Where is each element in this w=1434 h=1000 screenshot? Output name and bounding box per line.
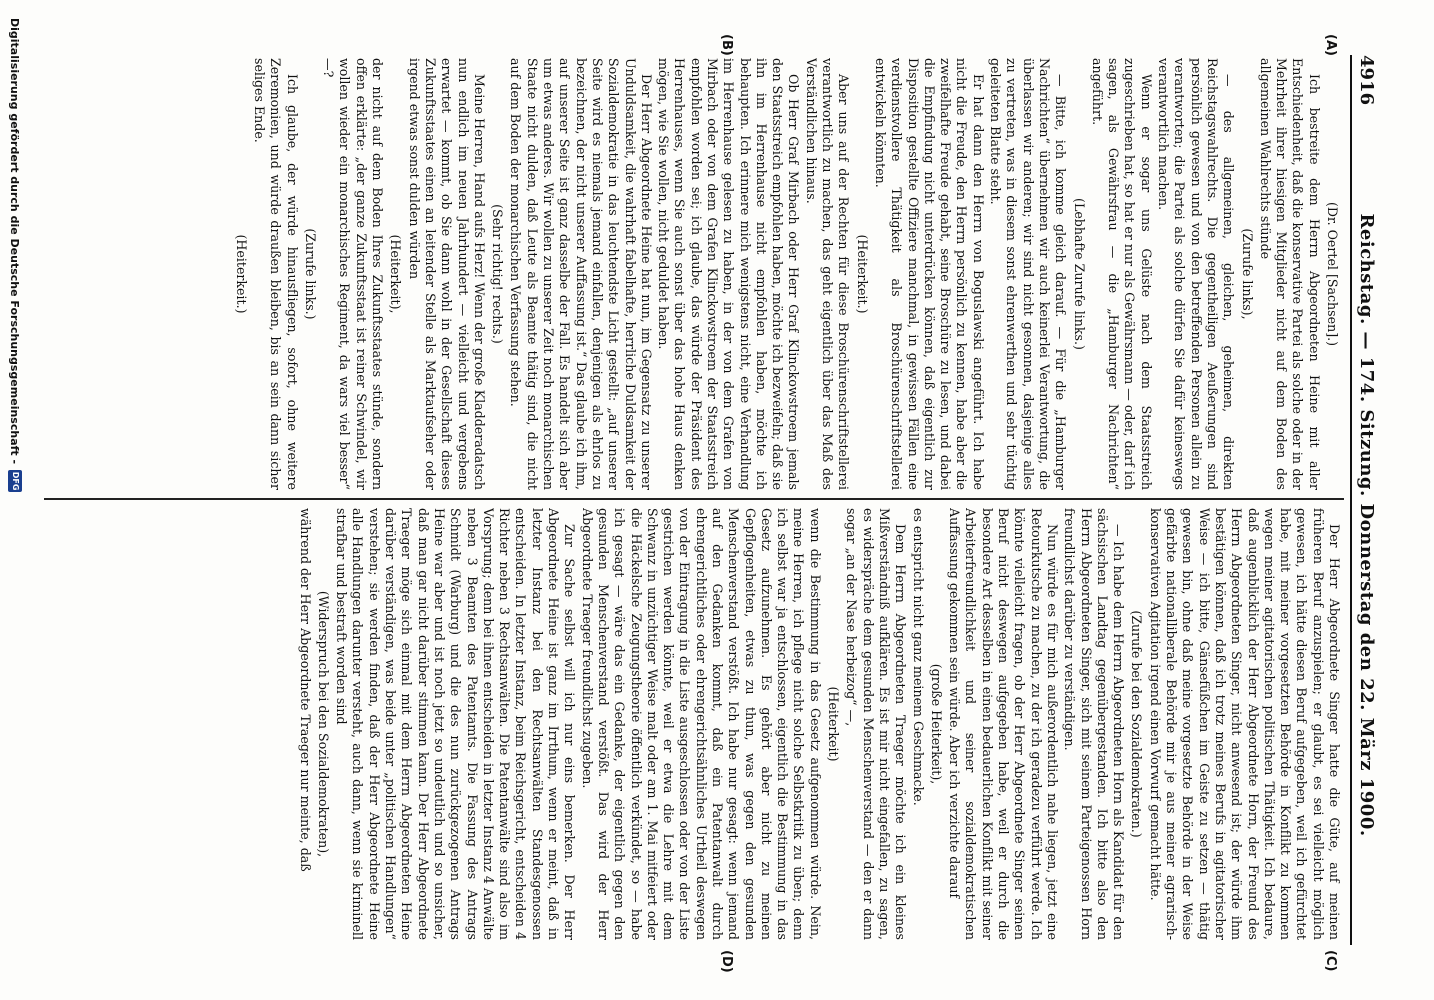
interjection: (Zurufe links.) bbox=[302, 228, 318, 320]
interjection: (Heiterkeit) bbox=[826, 686, 842, 762]
paragraph: der nicht auf dem Boden Ihres Zukunftsstaates stünde, sondern offen erklärte: „der ganze Zukunftsstaat ist reiner Schwindel, wir wollen wieder ein monarchisches Regiment, da wars viel besser“ —? bbox=[321, 58, 386, 490]
paragraph: Ob Herr Graf Mirbach oder Herr Graf Klinckowstroem jemals den Staatsstreich empfohlen haben, möchte ich bezweifeln; daß sie ihn im Herrenhause nicht empfohlen haben, möchte ich behaupten. Ich erinnere mich wenigstens nicht, eine Verhandlung im Herrenhause gelesen zu haben, in der von dem Grafen von Mirbach oder von dem Grafen Klinckowstroem der Staatsstreich empfohlen worden sei; ich glaube, das würde der Präsident des Herrenhauses, wenn Sie auch sonst über das hohe Haus denken mögen, wie Sie wollen, nicht geduldet haben. bbox=[656, 58, 802, 490]
interjection: (Widerspruch bei den Sozialdemokraten), bbox=[315, 590, 331, 858]
paragraph: — Ich habe dem Herrn Abgeordneten Horn als Kandidat für den sächsischen Landtag gegenübergestanden. Ich bitte also den Herrn Abgeordneten Singer, sich mit seinem Parteigenossen Horn freundlichst darüber zu verständigen. bbox=[1062, 508, 1127, 940]
paragraph: — des allgemeinen, gleichen, geheimen, direkten Reichstagswahlrechts. Die gegentheiligen Aeußerungen sind persönlich gewesen und von den betreffenden Personen allein zu verantworten; die Partei als solche dürfen Sie dafür keineswegs verantwortlich machen. bbox=[1156, 58, 1237, 490]
interjection: (Sehr richtig! rechts.) bbox=[490, 204, 506, 344]
credit-text: Digitalisierung gefördert durch die Deutsche Forschungsgemeinschaft - bbox=[8, 18, 22, 465]
left-column bbox=[42, 58, 1342, 490]
margin-mark-b: (B) bbox=[719, 34, 734, 56]
speaker-label: (Dr. Oertel [Sachsen].) bbox=[1325, 201, 1340, 347]
interjection: (große Heiterkeit), bbox=[928, 663, 944, 785]
margin-mark-d: (D) bbox=[719, 950, 734, 973]
interjection: (Heiterkeit.) bbox=[233, 234, 249, 314]
paragraph: während der Herr Abgeordnete Traeger nur meinte, daß bbox=[297, 508, 313, 872]
interjection: (Heiterkeit), bbox=[388, 234, 404, 314]
paragraph: — Bitte, ich komme gleich darauf. — Für die „Hamburger Nachrichten“ übernehmen wir auch keinerlei Verantwortung, die überlassen wir anderen; wir sind nicht gesonnen, dasjenige alles zu vertreten, was in diesem sonst ehrenwerthen und sehr tüchtig geleiteten Blatte steht. bbox=[988, 58, 1069, 490]
paragraph: Der Herr Abgeordnete Heine hat nun, im Gegensatz zu unserer Unduldsamkeit, die wahrhaft fabelhafte, herrliche Duldsamkeit der Sozialdemokratie in das leuchtendste Licht gestellt: „auf unserer Seite wird es niemals jemand einfallen, denjenigen als ehrlos zu bezeichnen, der nicht unserer Auffassung ist.“ Das glaube ich ihm, auf unserer Seite ist ganz dasselbe der Fall. Es handelt sich aber um etwas anderes. Wir wollen zu unserer Zeit noch monarchischen Staate nicht dulden, daß Leute als Beamte thätig sind, die nicht auf dem Boden der monarchischen Verfassung stehen. bbox=[508, 58, 654, 490]
digitization-credit bbox=[8, 18, 22, 718]
column-divider bbox=[44, 498, 1344, 500]
right-column bbox=[42, 508, 1342, 940]
page-number: 4916 bbox=[1356, 55, 1377, 106]
interjection: (Heiterkeit.) bbox=[854, 234, 870, 314]
paragraph: Der Herr Abgeordnete Singer hatte die Güte, auf meinen früheren Beruf anzuspielen; er glaubt, es sei vielleicht möglich gewesen, ich hätte diesen Beruf aufgegeben, weil ich gefürchtet habe, mit meiner vorgesetzten Behörde in Konflikt zu kommen wegen meiner agitatorischen politischen Thätigkeit. Ich bedaure, daß augenblicklich der Herr Abgeordnete Horn, der Freund des Herrn Abgeordneten Singer, nicht anwesend ist; der würde ihm bestätigen können, daß ich trotz meines Berufs in agitatorischer Weise — ich bitte, Gänsefüßchen im Geiste zu setzen — thätig gewesen bin, ohne daß meine vorgesetzte Behörde in der Weise gefärbte nationalliberale Behörde mir je aus meiner agrarisch-konservativen Agitation irgend einen Vorwurf gemacht hätte. bbox=[1147, 508, 1342, 940]
paragraph: Dem Herrn Abgeordneten Traeger möchte ich ein kleines Mißverständniß aufklären. Es ist mir nicht eingefallen, zu sagen, es widerspräche dem gesunden Menschenverstand — den er dann sogar „an der Nase herbeizog“ —, bbox=[844, 508, 909, 940]
interjection: (Zurufe links), bbox=[1239, 228, 1255, 320]
paragraph: Aber uns auf der Rechten für diese Broschürenschriftstellerei verantwortlich zu machen, das geht eigentlich über das Maß des Verständlichen hinaus. bbox=[803, 58, 852, 490]
paragraph: Meine Herren, Hand aufs Herz! Wenn der große Kladderadatsch nun endlich im neuen Jahrhundert — vielleicht und vergebens erwartet — kommt, ob Sie dann wohl in der Gesellschaft dieses Zukunftsstaates einen an leitender Stelle als Marktaufseher oder irgend etwas sonst dulden würden bbox=[406, 58, 487, 490]
paragraph: es entspricht nicht ganz meinem Geschmacke. bbox=[910, 508, 926, 806]
paragraph: wenn die Bestimmung in das Gesetz aufgenommen würde. Nein, meine Herren, ich pflege nicht solche Selbstkritik zu üben; denn ich selbst war ja entschlossen, eigentlich die Bestimmung in das Gesetz aufzunehmen. Es gehört aber nicht zu meinen Gepflogenheiten, etwas zu thun, was gegen den gesunden Menschenverstand verstößt. Ich habe nur gesagt: wenn jemand auf den Gedanken kommt, daß ein Patentanwalt durch ehrengerichtliches oder ehrengerichtsähnliches Urtheil deswegen von der Eintragung in die Liste ausgeschlossen oder von der Liste gestrichen werden könnte, weil er etwa die Lehre mit dem Schwanz in unzüchtiger Weise malt oder am 1. Mai mitfeiert oder die Häckelsche Zeugungstheorie öffentlich verkündet, so — habe ich gesagt — wäre das ein Gedanke, der eigentlich gegen den gesunden Menschenverstand verstößt. Das wird der Herr Abgeordnete Traeger freundlichst zugeben. bbox=[579, 508, 823, 940]
page-header bbox=[1356, 55, 1380, 945]
interjection: (Lebhafte Zurufe links.) bbox=[1071, 198, 1087, 350]
paragraph: Er hat dann den Herrn von Boguslawski angeführt. Ich habe nicht die Freude, den Herrn persönlich zu kennen, habe aber die zweifelhafte Freude gehabt, seine Broschüre zu lesen, und dabei die Empfindung nicht unterdrücken können, daß eigentlich zur Disposition gestellte Offiziere manchmal, in gewissen Fällen eine verdienstvollere Thätigkeit als Broschürenschriftstellerei entwickeln könnten. bbox=[872, 58, 986, 490]
paragraph: Ich glaube, der würde hinausfliegen, sofort, ohne weitere Zeremonien, und würde draußen bleiben, bis an sein dann sicher seliges Ende. bbox=[252, 58, 300, 490]
paragraph: Zur Sache selbst will ich nur eins bemerken. Der Herr Abgeordnete Heine ist ganz im Irrthum, wenn er meint, daß in letzter Instanz bei den Rechtsanwälten Standesgenossen entscheiden. In letzter Instanz, beim Reichsgericht, entscheiden 4 Richter neben 3 Rechtsanwälten. Die Patentanwälte sind also im Vorsprung; denn bei ihnen entscheiden in letzter Instanz 4 Anwälte neben 3 Beamten des Patentamts. Die Fassung des Antrags Schmidt (Warburg) und die des nun zurückgezogenen Antrags Heine war aber und ist noch jetzt so undeutlich und so unsicher, daß man gar nicht darüber stimmen kann. Der Herr Abgeordnete Traeger möge sich einmal mit dem Herrn Abgeordneten Heine darüber verständigen, was beide unter „politischen Handlungen“ verstehen; sie werden finden, daß der Herr Abgeordnete Heine alle Handlungen darunter versteht, auch dann, wenn sie kriminell strafbar und bestraft worden sind bbox=[334, 508, 578, 940]
paragraph: Nun würde es für mich außerordentlich nahe liegen, jetzt eine Retourkutsche zu machen, zu der ich geradezu verführt werde. Ich könnte vielleicht fragen, ob der Herr Abgeordnete Singer seinen Beruf nicht deswegen aufgegeben habe, weil er durch die besondere Art desselben in einen bedauerlichen Konflikt mit seiner Arbeiterfreundlichkeit und seiner sozialdemokratischen Auffassung gekommen sein würde. Aber ich verzichte darauf bbox=[947, 508, 1060, 940]
paragraph: Wenn er sogar uns Gelüste nach dem Staatsstreich zugeschrieben hat, so hat er nur als Gewährsmann — oder, darf ich sagen, als Gewährsfrau — die „Hamburger Nachrichten“ angeführt. bbox=[1089, 58, 1154, 490]
page-title: Reichstag. — 174. Sitzung. Donnerstag den 22. März 1900. bbox=[1356, 213, 1377, 837]
interjection: (Zurufe bei den Sozialdemokraten.) bbox=[1129, 610, 1145, 838]
margin-mark-c: (C) bbox=[1323, 950, 1338, 972]
paragraph: Ich bestreite dem Herrn Abgeordneten Heine mit aller Entschiedenheit, daß die konservative Partei als solche oder in der Mehrheit ihrer hiesigen Mitglieder nicht auf dem Boden des allgemeinen Wahlrechts stünde bbox=[1257, 58, 1322, 490]
dfg-logo: DFG bbox=[8, 470, 22, 492]
header-rule bbox=[1350, 55, 1352, 945]
margin-mark-a: (A) bbox=[1323, 34, 1338, 56]
